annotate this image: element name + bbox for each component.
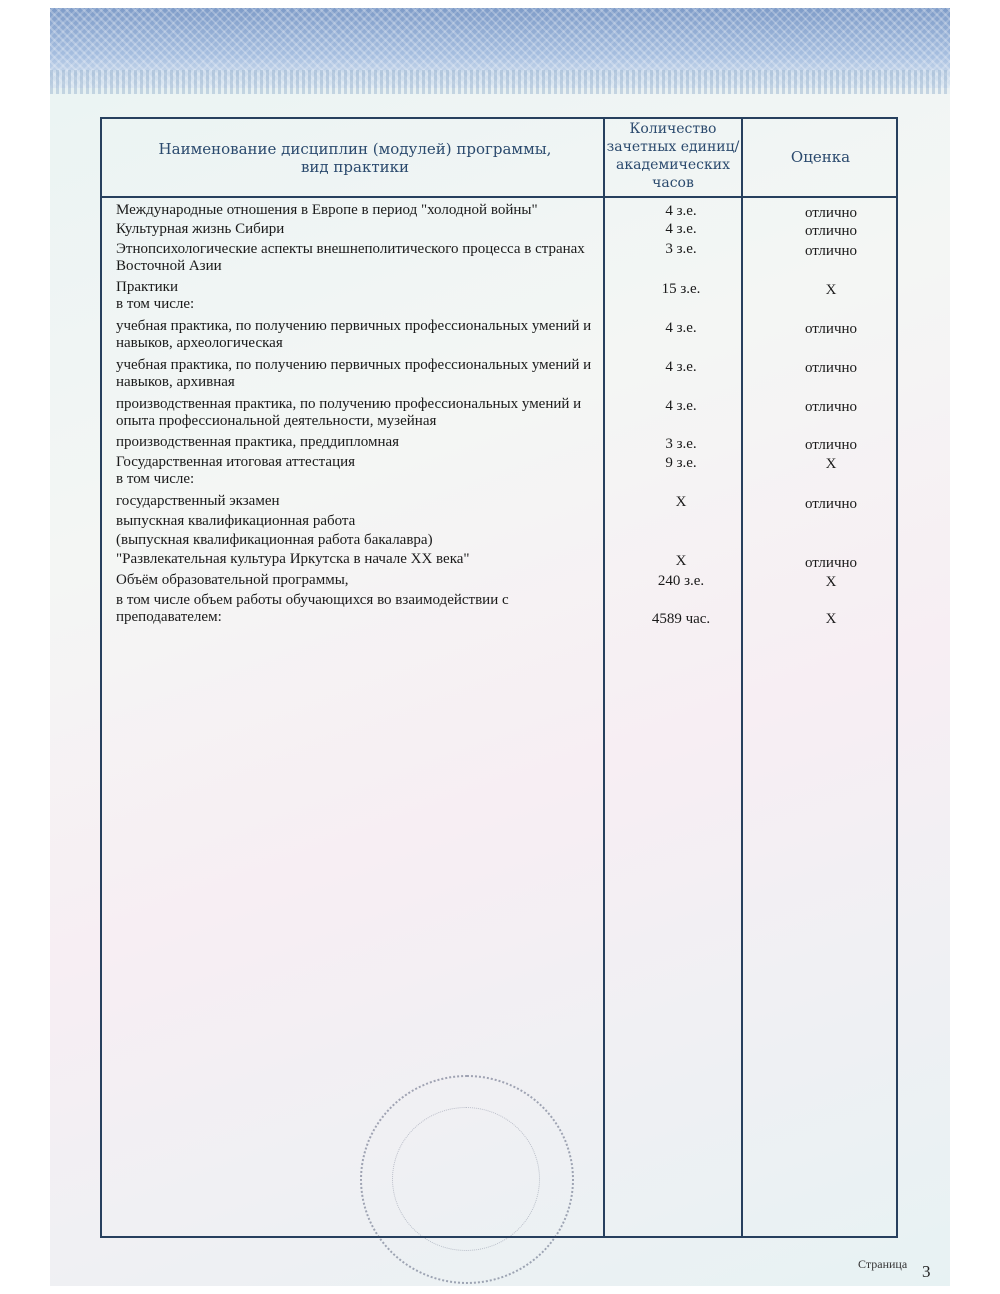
- credits-value: 4 з.е.: [665, 221, 697, 237]
- discipline-name: [116, 454, 608, 488]
- table-row: [116, 241, 1000, 274]
- table-row: [116, 221, 1000, 239]
- table-row: [116, 318, 1000, 351]
- table-row: [116, 592, 1000, 627]
- header-grade: [743, 148, 898, 166]
- header-credits: [605, 120, 741, 192]
- discipline-line: "Развлекательная культура Иркутска в начале XX века": [116, 551, 470, 567]
- header-discipline-name: [110, 140, 600, 176]
- discipline-name: [116, 221, 608, 238]
- discipline-line: учебная практика, по получению первичных профессиональных умений и: [116, 318, 592, 334]
- discipline-name: [116, 241, 608, 275]
- credits-value: 9 з.е.: [665, 455, 697, 471]
- header-credits-line4: часов: [652, 175, 694, 191]
- discipline-line: Этнопсихологические аспекты внешнеполитического процесса в странах: [116, 241, 585, 257]
- page-number: 3: [922, 1262, 931, 1281]
- discipline-line: Международные отношения в Европе в период "холодной войны": [116, 202, 538, 218]
- credits-value: 15 з.е.: [661, 281, 701, 297]
- discipline-line: Культурная жизнь Сибири: [116, 221, 285, 237]
- discipline-line: преподавателем:: [116, 609, 222, 625]
- header-discipline-line2: вид практики: [300, 158, 410, 176]
- discipline-line: в том числе объем работы обучающихся во взаимодействии с: [116, 592, 509, 608]
- credits-value: X: [675, 553, 687, 569]
- credits-value: 4 з.е.: [665, 398, 697, 414]
- grade-value: X: [825, 282, 837, 298]
- grade-value: отлично: [804, 321, 858, 337]
- table-row: [116, 454, 1000, 487]
- table-row: [116, 396, 1000, 429]
- discipline-line: навыков, археологическая: [116, 335, 283, 351]
- discipline-line: учебная практика, по получению первичных профессиональных умений и: [116, 357, 592, 373]
- credits-value: 4 з.е.: [665, 203, 697, 219]
- table-row: [116, 434, 1000, 452]
- discipline-name: [116, 202, 608, 219]
- grade-value: отлично: [804, 437, 858, 453]
- discipline-line: выпускная квалификационная работа: [116, 513, 356, 529]
- discipline-name: [116, 357, 608, 391]
- credits-value: X: [675, 494, 687, 510]
- decorative-guilloche-strip: [50, 70, 950, 94]
- credits-value: 4 з.е.: [665, 320, 697, 336]
- discipline-line: в том числе:: [116, 471, 195, 487]
- discipline-line: навыков, архивная: [116, 374, 235, 390]
- discipline-name: [116, 512, 608, 569]
- credits-value: 4 з.е.: [665, 359, 697, 375]
- header-discipline-line1: Наименование дисциплин (модулей) программы,: [158, 140, 552, 158]
- seal-stamp-imprint: [360, 1075, 574, 1284]
- grade-value: отлично: [804, 399, 858, 415]
- grade-value: отлично: [804, 360, 858, 376]
- grade-value: X: [825, 456, 837, 472]
- discipline-line: Государственная итоговая аттестация: [116, 454, 356, 470]
- discipline-line: (выпускная квалификационная работа бакалавра): [116, 532, 433, 548]
- grade-value: отлично: [804, 205, 858, 221]
- header-grade-label: Оценка: [790, 148, 851, 166]
- header-credits-line1: Количество: [629, 121, 717, 137]
- seal-inner-ring: [392, 1107, 540, 1251]
- page-label: Страница: [858, 1257, 908, 1271]
- credits-value: 3 з.е.: [665, 436, 697, 452]
- table-row: [116, 512, 1000, 571]
- credits-value: 3 з.е.: [665, 241, 697, 257]
- discipline-line: государственный экзамен: [116, 493, 280, 509]
- credits-value: 240 з.е.: [657, 573, 705, 589]
- discipline-line: производственная практика, преддипломная: [116, 434, 400, 450]
- discipline-name: [116, 318, 608, 352]
- discipline-line: Практики: [116, 279, 178, 295]
- header-credits-line2: зачетных единиц/: [606, 139, 740, 155]
- table-row: [116, 202, 1000, 220]
- grade-value: X: [825, 574, 837, 590]
- discipline-line: Объём образовательной программы,: [116, 572, 349, 588]
- header-divider: [100, 196, 898, 198]
- table-row: [116, 572, 1000, 590]
- grade-value: отлично: [804, 223, 858, 239]
- grade-value: отлично: [804, 243, 858, 259]
- discipline-name: [116, 279, 608, 313]
- credits-value: 4589 час.: [651, 611, 711, 627]
- table-row: [116, 493, 1000, 511]
- table-row: [116, 357, 1000, 390]
- header-credits-line3: академических: [616, 157, 730, 173]
- discipline-name: [116, 592, 608, 626]
- table-row: [116, 279, 1000, 312]
- discipline-line: Восточной Азии: [116, 258, 222, 274]
- discipline-line: в том числе:: [116, 296, 195, 312]
- grade-value: отлично: [804, 555, 858, 571]
- grade-value: X: [825, 611, 837, 627]
- discipline-name: [116, 493, 608, 510]
- discipline-name: [116, 572, 608, 589]
- grade-value: отлично: [804, 496, 858, 512]
- discipline-line: производственная практика, по получению профессиональных умений и: [116, 396, 582, 412]
- discipline-name: [116, 396, 608, 430]
- discipline-name: [116, 434, 608, 451]
- discipline-line: опыта профессиональной деятельности, музейная: [116, 413, 437, 429]
